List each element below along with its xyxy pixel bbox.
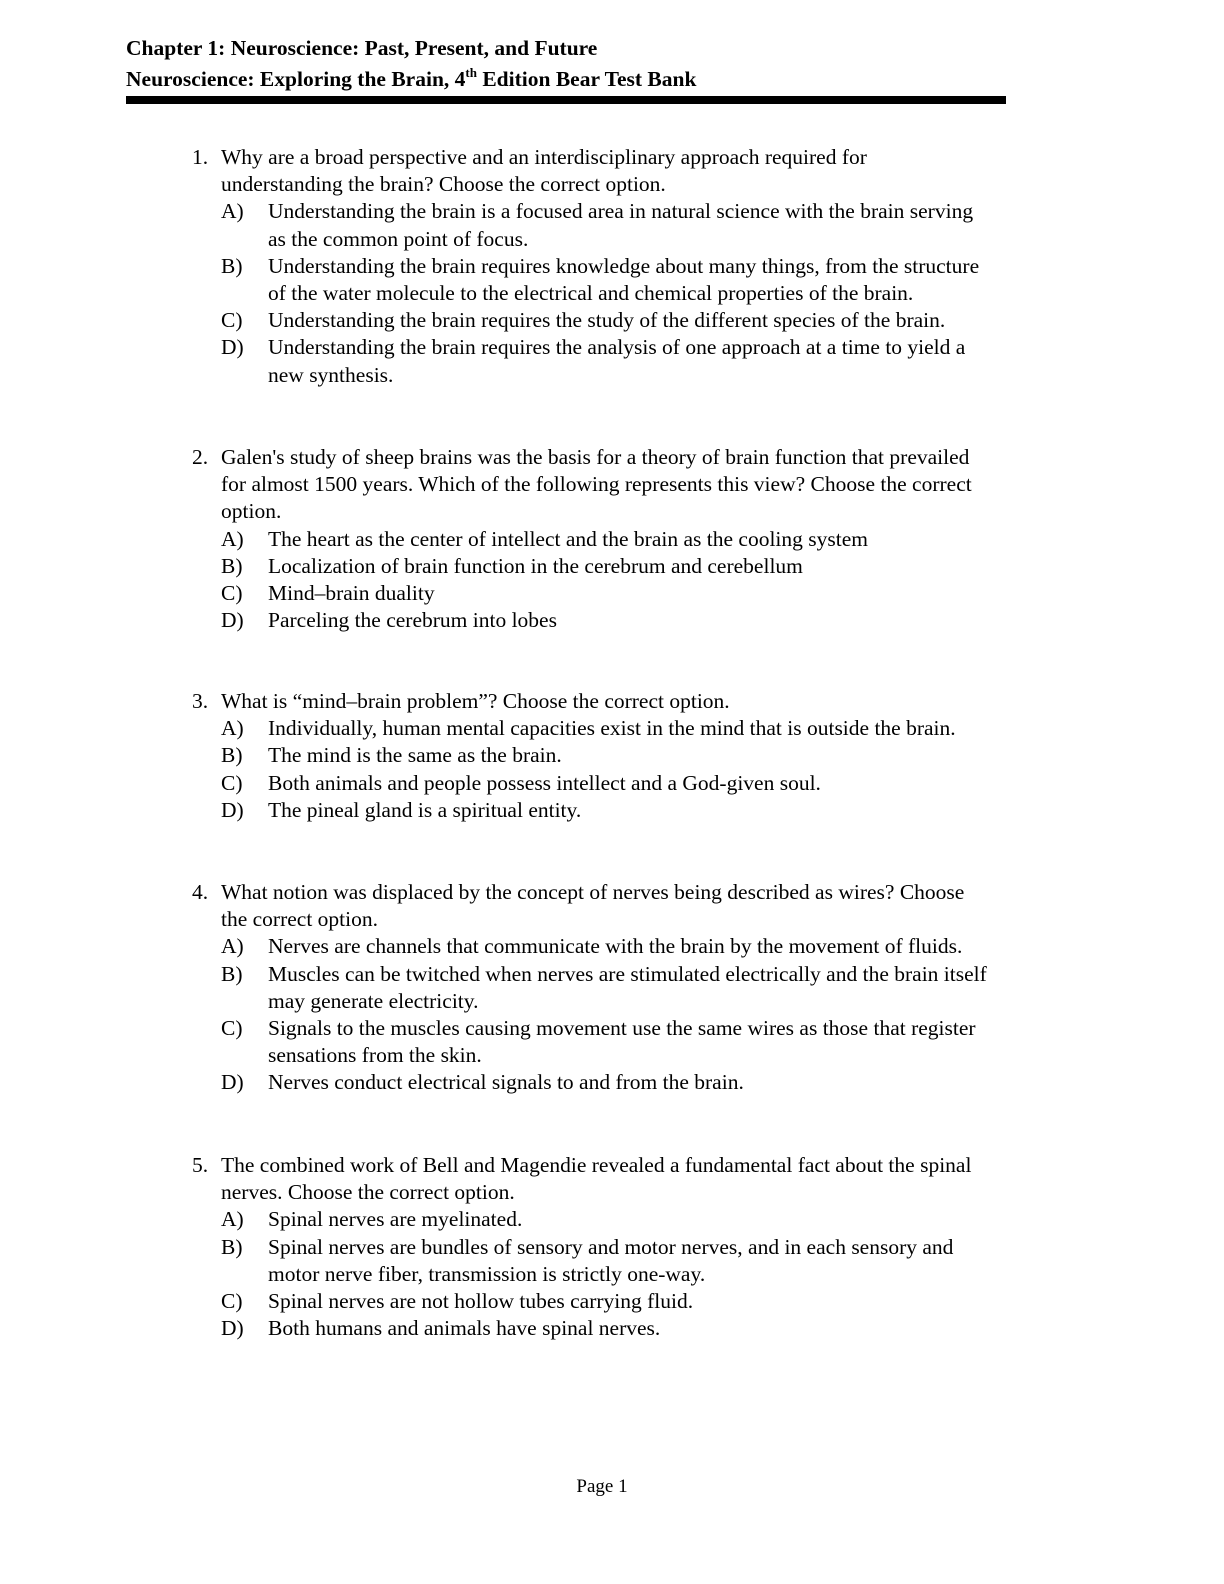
option-letter: B) xyxy=(221,743,243,768)
option-line: Understanding the brain requires the study of the different species of the brain. xyxy=(268,308,946,333)
option-letter: C) xyxy=(221,308,243,333)
option-line: Nerves are channels that communicate with the brain by the movement of fluids. xyxy=(268,934,963,959)
option-line: The pineal gland is a spiritual entity. xyxy=(268,797,582,822)
option-line: of the water molecule to the electrical and chemical properties of the brain. xyxy=(268,281,914,306)
option-letter: A) xyxy=(221,716,244,741)
answer-options xyxy=(180,198,1070,388)
answer-option-c xyxy=(180,1288,1070,1315)
answer-option-d xyxy=(180,797,1070,824)
answer-option-b xyxy=(180,553,1070,580)
book-title xyxy=(126,64,1006,95)
answer-option-d xyxy=(180,1315,1070,1342)
answer-options xyxy=(180,526,1070,635)
option-letter: C) xyxy=(221,1289,243,1314)
answer-option-a xyxy=(180,198,1070,252)
option-line: Spinal nerves are not hollow tubes carrying fluid. xyxy=(268,1289,694,1314)
answer-option-b xyxy=(180,742,1070,769)
question-stem xyxy=(180,1152,1070,1206)
question-stem xyxy=(180,144,1070,198)
answer-option-b xyxy=(180,961,1070,1015)
question-3 xyxy=(180,688,1070,824)
stem-line: for almost 1500 years. Which of the following represents this view? Choose the correct xyxy=(221,472,972,497)
option-letter: C) xyxy=(221,581,243,606)
question-number: 4. xyxy=(192,880,209,904)
answer-option-c xyxy=(180,1015,1070,1069)
stem-line: the correct option. xyxy=(221,907,379,932)
answer-option-d xyxy=(180,334,1070,388)
option-letter: D) xyxy=(221,1316,244,1341)
edition-superscript: th xyxy=(465,65,477,80)
option-letter: A) xyxy=(221,526,244,551)
option-line: as the common point of focus. xyxy=(268,226,529,251)
option-letter: A) xyxy=(221,199,244,224)
stem-line: What notion was displaced by the concept of nerves being described as wires? Choose xyxy=(221,880,965,904)
answer-option-b xyxy=(180,253,1070,307)
option-letter: B) xyxy=(221,1234,243,1259)
answer-option-a xyxy=(180,1206,1070,1233)
option-line: Both animals and people possess intellect and a God-given soul. xyxy=(268,770,821,795)
option-line: The mind is the same as the brain. xyxy=(268,743,562,768)
question-number: 1. xyxy=(192,145,209,169)
option-line: Both humans and animals have spinal nerves. xyxy=(268,1316,661,1341)
option-line: The heart as the center of intellect and the brain as the cooling system xyxy=(268,526,868,551)
option-line: may generate electricity. xyxy=(268,988,479,1013)
answer-option-d xyxy=(180,607,1070,634)
question-2 xyxy=(180,444,1070,634)
option-letter: D) xyxy=(221,1070,244,1095)
answer-option-d xyxy=(180,1069,1070,1096)
option-line: sensations from the skin. xyxy=(268,1043,482,1068)
answer-option-c xyxy=(180,307,1070,334)
book-title-suffix: Edition Bear Test Bank xyxy=(476,67,697,91)
question-stem xyxy=(180,444,1070,526)
answer-options xyxy=(180,715,1070,824)
option-line: Individually, human mental capacities exist in the mind that is outside the brain. xyxy=(268,716,956,741)
answer-option-a xyxy=(180,715,1070,742)
option-line: Spinal nerves are bundles of sensory and motor nerves, and in each sensory and xyxy=(268,1234,954,1259)
page-number: Page 1 xyxy=(576,1476,628,1497)
option-letter: A) xyxy=(221,934,244,959)
option-line: Understanding the brain requires the analysis of one approach at a time to yield a xyxy=(268,335,966,360)
option-letter: D) xyxy=(221,335,244,360)
option-line: motor nerve fiber, transmission is strictly one-way. xyxy=(268,1261,706,1286)
stem-line: option. xyxy=(221,499,282,524)
chapter-title: Chapter 1: Neuroscience: Past, Present, and Future xyxy=(126,36,598,60)
option-line: Localization of brain function in the cerebrum and cerebellum xyxy=(268,553,803,578)
question-stem xyxy=(180,688,1070,715)
option-letter: B) xyxy=(221,961,243,986)
answer-option-a xyxy=(180,526,1070,553)
question-4 xyxy=(180,879,1070,1097)
stem-line: Why are a broad perspective and an interdisciplinary approach required for xyxy=(221,145,867,169)
option-letter: B) xyxy=(221,253,243,278)
book-title-main: Neuroscience: Exploring the Brain, 4 xyxy=(126,67,466,91)
page-footer xyxy=(0,1474,1224,1500)
option-line: Nerves conduct electrical signals to and from the brain. xyxy=(268,1070,744,1095)
question-1 xyxy=(180,144,1070,389)
stem-line: What is “mind–brain problem”? Choose the correct option. xyxy=(221,689,730,713)
option-letter: D) xyxy=(221,608,244,633)
option-letter: C) xyxy=(221,770,243,795)
option-line: new synthesis. xyxy=(268,362,394,387)
option-line: Mind–brain duality xyxy=(268,581,435,606)
stem-line: Galen's study of sheep brains was the basis for a theory of brain function that prevailed xyxy=(221,445,970,469)
option-letter: C) xyxy=(221,1016,243,1041)
option-letter: B) xyxy=(221,553,243,578)
document-header xyxy=(126,33,1006,95)
question-number: 3. xyxy=(192,689,209,713)
header-rule xyxy=(126,96,1006,104)
option-line: Spinal nerves are myelinated. xyxy=(268,1207,523,1232)
stem-line: nerves. Choose the correct option. xyxy=(221,1180,515,1205)
answer-option-c xyxy=(180,770,1070,797)
stem-line: understanding the brain? Choose the correct option. xyxy=(221,172,666,197)
answer-option-c xyxy=(180,580,1070,607)
question-stem xyxy=(180,879,1070,933)
option-line: Understanding the brain requires knowledge about many things, from the structure xyxy=(268,253,980,278)
question-5 xyxy=(180,1152,1070,1342)
question-number: 2. xyxy=(192,445,209,469)
option-letter: D) xyxy=(221,797,244,822)
stem-line: The combined work of Bell and Magendie revealed a fundamental fact about the spinal xyxy=(221,1153,972,1177)
answer-option-b xyxy=(180,1234,1070,1288)
option-letter: A) xyxy=(221,1207,244,1232)
option-line: Parceling the cerebrum into lobes xyxy=(268,608,557,633)
option-line: Signals to the muscles causing movement use the same wires as those that register xyxy=(268,1016,976,1041)
answer-options xyxy=(180,1206,1070,1342)
option-line: Muscles can be twitched when nerves are stimulated electrically and the brain itself xyxy=(268,961,987,986)
answer-option-a xyxy=(180,933,1070,960)
answer-options xyxy=(180,933,1070,1096)
question-number: 5. xyxy=(192,1153,209,1177)
option-line: Understanding the brain is a focused area in natural science with the brain serving xyxy=(268,199,974,224)
